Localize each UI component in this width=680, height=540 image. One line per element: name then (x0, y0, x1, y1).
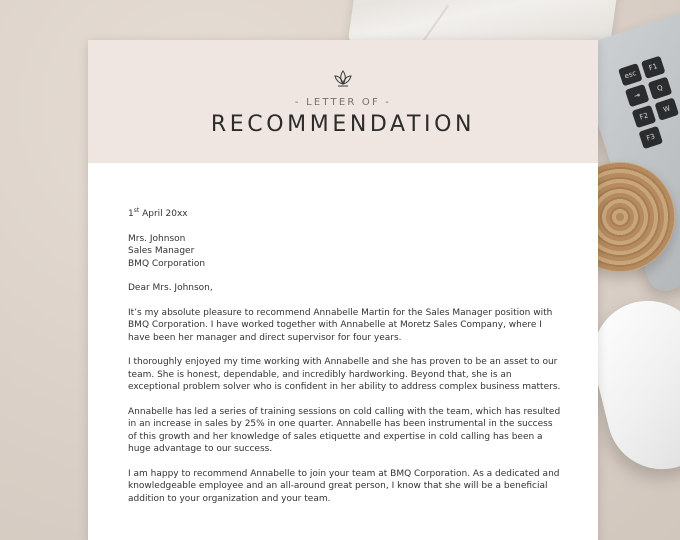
lotus-icon (331, 66, 355, 90)
body-paragraph: Annabelle has led a series of training sessions on cold calling with the team, which has resulted in an increase in sales by 25% in one quarter. Annabelle has been instrumental in the success of this growth and her knowledge of sales etiquette and expertise in cold calling has been a huge advantage to our success. (128, 406, 561, 454)
keyboard-key: F3 (638, 126, 663, 149)
letter-body (128, 205, 563, 517)
letter-title: RECOMMENDATION (210, 112, 476, 137)
letter-page (88, 40, 598, 540)
keyboard-key: ⇥ (625, 84, 650, 107)
body-paragraph: It’s my absolute pleasure to recommend Annabelle Martin for the Sales Manager position with BMQ Corporation. I have worked together with Annabelle at Moretz Sales Company, where I have been her manager and direct supervisor for four years. (128, 307, 553, 343)
recipient-company: BMQ Corporation (128, 258, 206, 269)
body-paragraph: I thoroughly enjoyed my time working with Annabelle and she has proven to be an asset to our team. She is honest, dependable, and incredibly hardworking. Beyond that, she is an exceptional problem solver who is confident in her ability to address complex business matters. (128, 357, 561, 392)
date-rest: April 20xx (139, 209, 188, 219)
letter-subtitle: - LETTER OF - (294, 97, 392, 108)
keyboard-key: Q (648, 77, 673, 100)
body-paragraph: I am happy to recommend Annabelle to join your team at BMQ Corporation. As a dedicated and knowledgeable employee and an all-around great person, I know that she will be a beneficial addition to your organization and your team. (128, 468, 560, 504)
keyboard-key: F2 (632, 105, 657, 128)
keyboard-key: esc (618, 63, 643, 86)
salutation: Dear Mrs. Johnson, (128, 283, 213, 293)
keyboard-key: W (655, 97, 680, 120)
date-suffix: st (133, 207, 140, 214)
keyboard-key: F1 (641, 56, 666, 79)
recipient-name: Mrs. Johnson (128, 233, 186, 244)
recipient-position: Sales Manager (128, 246, 195, 256)
letter-header (88, 40, 598, 163)
letter-date (128, 205, 563, 221)
date-day: 1 (128, 209, 134, 219)
